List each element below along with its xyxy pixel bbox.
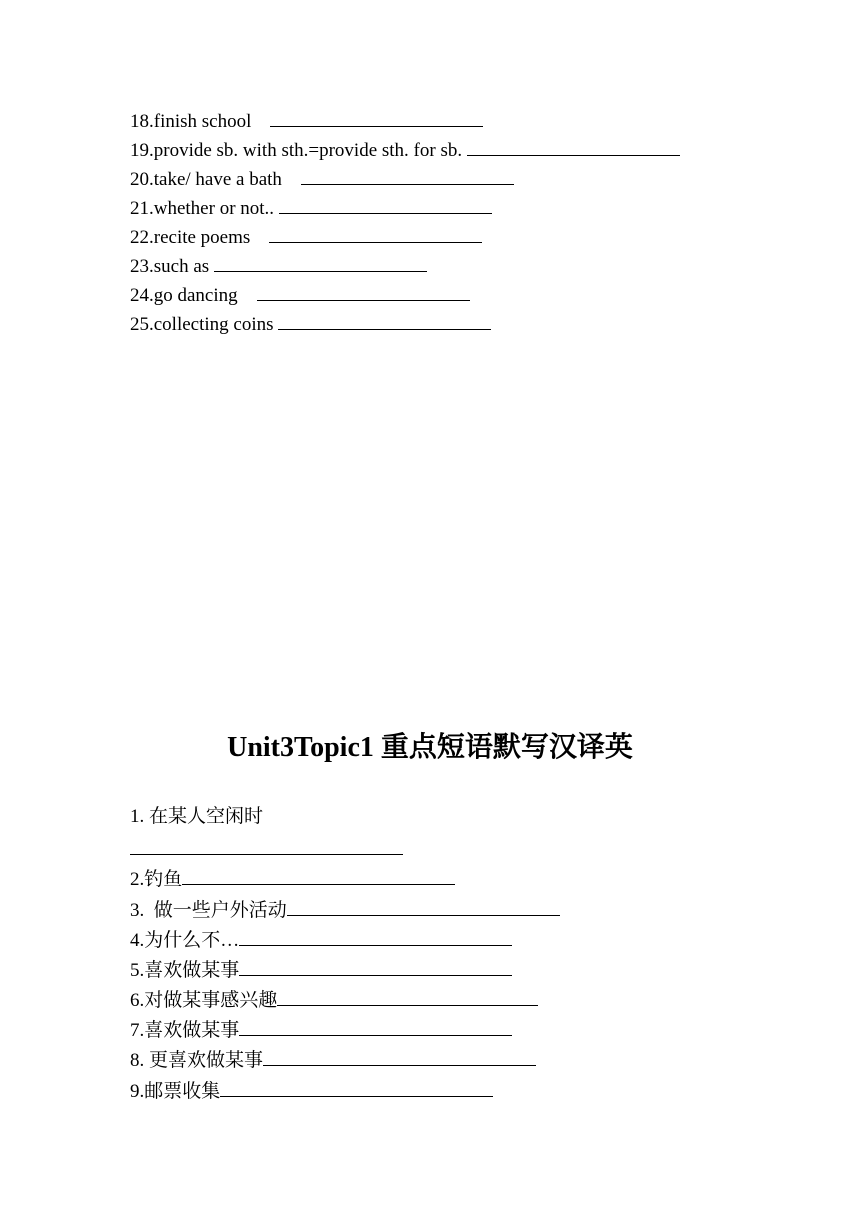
item-21: [130, 195, 492, 221]
cn-item-9: [130, 1078, 493, 1104]
answer-blank[interactable]: [278, 311, 491, 330]
answer-blank[interactable]: [270, 108, 483, 127]
answer-blank[interactable]: [239, 1017, 512, 1036]
answer-blank[interactable]: [277, 987, 538, 1006]
item-24-text: 24.go dancing: [130, 285, 257, 306]
item-22: [130, 224, 482, 250]
answer-blank[interactable]: [130, 836, 403, 855]
cn-item-6-text: 6.对做某事感兴趣: [130, 990, 278, 1011]
item-24: [130, 282, 470, 308]
item-20-text: 20.take/ have a bath: [130, 169, 301, 190]
answer-blank[interactable]: [287, 897, 560, 916]
answer-blank[interactable]: [279, 195, 492, 214]
item-25: [130, 311, 491, 337]
cn-item-5: [130, 957, 512, 983]
item-19: [130, 137, 680, 163]
item-23: [130, 253, 427, 279]
item-18: [130, 108, 483, 134]
answer-blank[interactable]: [214, 253, 427, 272]
answer-blank[interactable]: [257, 282, 470, 301]
answer-blank[interactable]: [239, 957, 512, 976]
answer-blank[interactable]: [182, 866, 455, 885]
cn-item-1-text: 1. 在某人空闲时: [130, 806, 264, 827]
cn-item-1-blank-line: [130, 836, 403, 862]
answer-blank[interactable]: [263, 1047, 536, 1066]
item-19-text: 19.provide sb. with sth.=provide sth. for sb.: [130, 140, 467, 161]
item-21-text: 21.whether or not..: [130, 198, 279, 219]
answer-blank[interactable]: [239, 927, 512, 946]
item-20: [130, 166, 514, 192]
cn-item-3: [130, 897, 560, 923]
section-title: Unit3Topic1 重点短语默写汉译英: [227, 732, 633, 763]
answer-blank[interactable]: [269, 224, 482, 243]
cn-item-8-text: 8. 更喜欢做某事: [130, 1050, 264, 1071]
answer-blank[interactable]: [301, 166, 514, 185]
cn-item-1: [130, 805, 263, 829]
cn-item-7: [130, 1017, 512, 1043]
cn-item-2-text: 2.钓鱼: [130, 869, 183, 890]
cn-item-5-text: 5.喜欢做某事: [130, 960, 240, 981]
cn-item-2: [130, 866, 455, 892]
cn-item-4-text: 4.为什么不…: [130, 930, 240, 951]
answer-blank[interactable]: [220, 1078, 493, 1097]
item-18-text: 18.finish school: [130, 111, 271, 132]
cn-item-9-text: 9.邮票收集: [130, 1081, 221, 1102]
answer-blank[interactable]: [467, 137, 680, 156]
cn-item-8: [130, 1047, 536, 1073]
item-25-text: 25.collecting coins: [130, 314, 279, 335]
item-23-text: 23.such as: [130, 256, 214, 277]
cn-item-7-text: 7.喜欢做某事: [130, 1020, 240, 1041]
cn-item-3-text: 3. 做一些户外活动: [130, 900, 287, 921]
cn-item-4: [130, 927, 512, 953]
cn-item-6: [130, 987, 538, 1013]
item-22-text: 22.recite poems: [130, 227, 270, 248]
